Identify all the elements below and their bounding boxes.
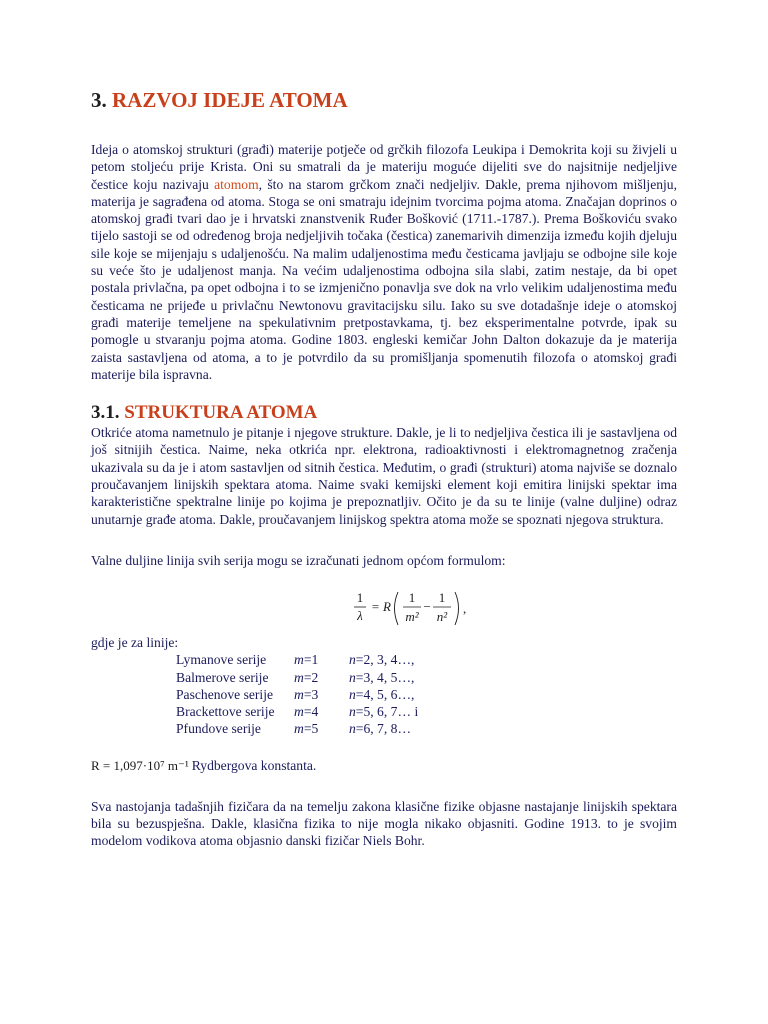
series-name: Brackettove serije (176, 704, 275, 720)
series-n: n=3, 4, 5…, (349, 669, 415, 685)
term1-numerator: 1 (408, 590, 416, 606)
paragraph-atom-structure: Otkriće atoma nametnulo je pitanje i njegove strukture. Dakle, je li to nedjeljiva čestica ili je sastavljena od još sitnijih čestica. Naime, neka otkrića npr. elektrona, radioaktivnosti i elektromagnetnog zračenja ukazivala su da je i atom sastavljen od sitnih čestica. Međutim, o građi (strukturi) atoma najviše se doznalo proučavanjem linijskih spektara atoma. Naime svaki kemijski element koji emitira linijski spektar ima karakteristične spektralne linije po kojima je prepoznatljiv. Očito je da su te linije (valne duljine) odraz unutarnje građe atoma. Dakle, proučavanjem linijskog spektra atoma može se spoznati njegova struktura. (91, 425, 677, 527)
term2-denominator: n² (436, 609, 448, 625)
paragraph-text-part: Ideja o atomskoj strukturi (građi) materije potječe od grčkih filozofa Leukipa i Demokrita koji su živjeli u petom stoljeću prije Krista. Oni su smatrali da je materiju moguće dijeliti sve do najsitnije nedjeljive čestice koju nazivaju (91, 142, 677, 192)
series-row (176, 703, 677, 720)
formula-graphic (354, 587, 484, 631)
rydberg-formula (161, 587, 677, 631)
rydberg-constant-formula: R = 1,097·10⁷ m⁻¹ (91, 757, 189, 773)
series-list (176, 651, 677, 737)
series-row (176, 669, 677, 686)
series-name: Balmerove serije (176, 669, 269, 685)
series-n: n=4, 5, 6…, (349, 686, 415, 702)
document-page (91, 88, 677, 850)
right-paren (455, 592, 459, 625)
series-n: n=6, 7, 8… (349, 721, 412, 737)
series-m: m=5 (294, 721, 319, 737)
section-heading-3 (91, 88, 677, 113)
term1-denominator: m² (405, 609, 419, 625)
paragraph-atom-history (91, 141, 677, 383)
paragraph-text-part: , što na starom grčkom znači nedjeljiv. Dakle, prema njihovom mišljenju, materija je sagrađena od atoma. Stoga se oni smatraju idejnim tvorcima pojma atoma. Značajan doprinos o atomskoj građi tvari dao je i hrvatski znanstvenik Ruđer Bošković (1711.-1787.). Prema Boškoviću svako tijelo sastoji se od određenog broja nedjeljivih točaka (čestica) zanemarivih dimenzija između kojih djeluju sile koje se mijenjaju s udaljenošću. Na malim udaljenostima među česticama javljaju se odbojne sile koje su veće što je udaljenost manja. Na većim udaljenostima odbojna sila slabi, zatim nestaje, da bi opet postala privlačna, pa opet odbojna i to se izmjenično ponavlja sve dok na vrlo velikim udaljenostima među česticama ne prijeđe u privlačnu Newtonovu gravitacijsku silu. Iako su sve dotadašnje ideje o atomskoj građi materije temeljene na spekulativnim pretpostavkama, tj. bez eksperimentalne potvrde, ipak su pomogle u stvaranju pojma atoma. Godine 1803. engleski kemičar John Dalton dokazuje da je materija zaista sastavljena od atoma, a to je potvrdilo da su promišljanja spomenutih filozofa o atomskoj građi materije bila ispravna. (91, 176, 677, 382)
series-m: m=4 (294, 704, 319, 720)
series-n: n=2, 3, 4…, (349, 652, 415, 668)
series-row (176, 686, 677, 703)
rydberg-constant-label: Rydbergova konstanta. (191, 757, 317, 773)
series-m: m=2 (294, 669, 319, 685)
section-heading-3-1 (91, 402, 677, 424)
subsection-title: STRUKTURA ATOMA (124, 402, 318, 424)
formula-minus: − (423, 599, 431, 615)
series-n: n=5, 6, 7… i (349, 704, 419, 720)
rydberg-constant-line (91, 758, 677, 774)
paragraph-formula-intro: Valne duljine linija svih serija mogu se izračunati jednom općom formulom: (91, 552, 506, 568)
left-paren (395, 592, 399, 625)
series-name: Paschenove serije (176, 686, 274, 702)
series-name: Pfundove serije (176, 721, 261, 737)
formula-equals-r: = R (371, 599, 391, 615)
series-row (176, 720, 677, 737)
series-m: m=1 (294, 652, 319, 668)
formula-lhs-numerator: 1 (356, 590, 364, 606)
formula-tail: , (463, 601, 467, 617)
formula-lhs-denominator: λ (357, 608, 363, 624)
series-row (176, 651, 677, 668)
series-name: Lymanove serije (176, 652, 267, 668)
term2-numerator: 1 (438, 590, 446, 606)
section-number: 3. (91, 88, 107, 112)
series-intro: gdje je za linije: (91, 635, 179, 651)
highlighted-term: atomom (214, 176, 259, 192)
section-title: RAZVOJ IDEJE ATOMA (112, 88, 348, 112)
series-m: m=3 (294, 686, 319, 702)
subsection-number: 3.1. (91, 402, 120, 424)
paragraph-bohr: Sva nastojanja tadašnjih fizičara da na temelju zakona klasične fizike objasne nastajanje linijskih spektara bila su bezuspješna. Dakle, klasična fizika to nije mogla nikako objasniti. Godine 1913. to je svojim modelom vodikova atoma objasnio danski fizičar Niels Bohr. (91, 798, 677, 849)
